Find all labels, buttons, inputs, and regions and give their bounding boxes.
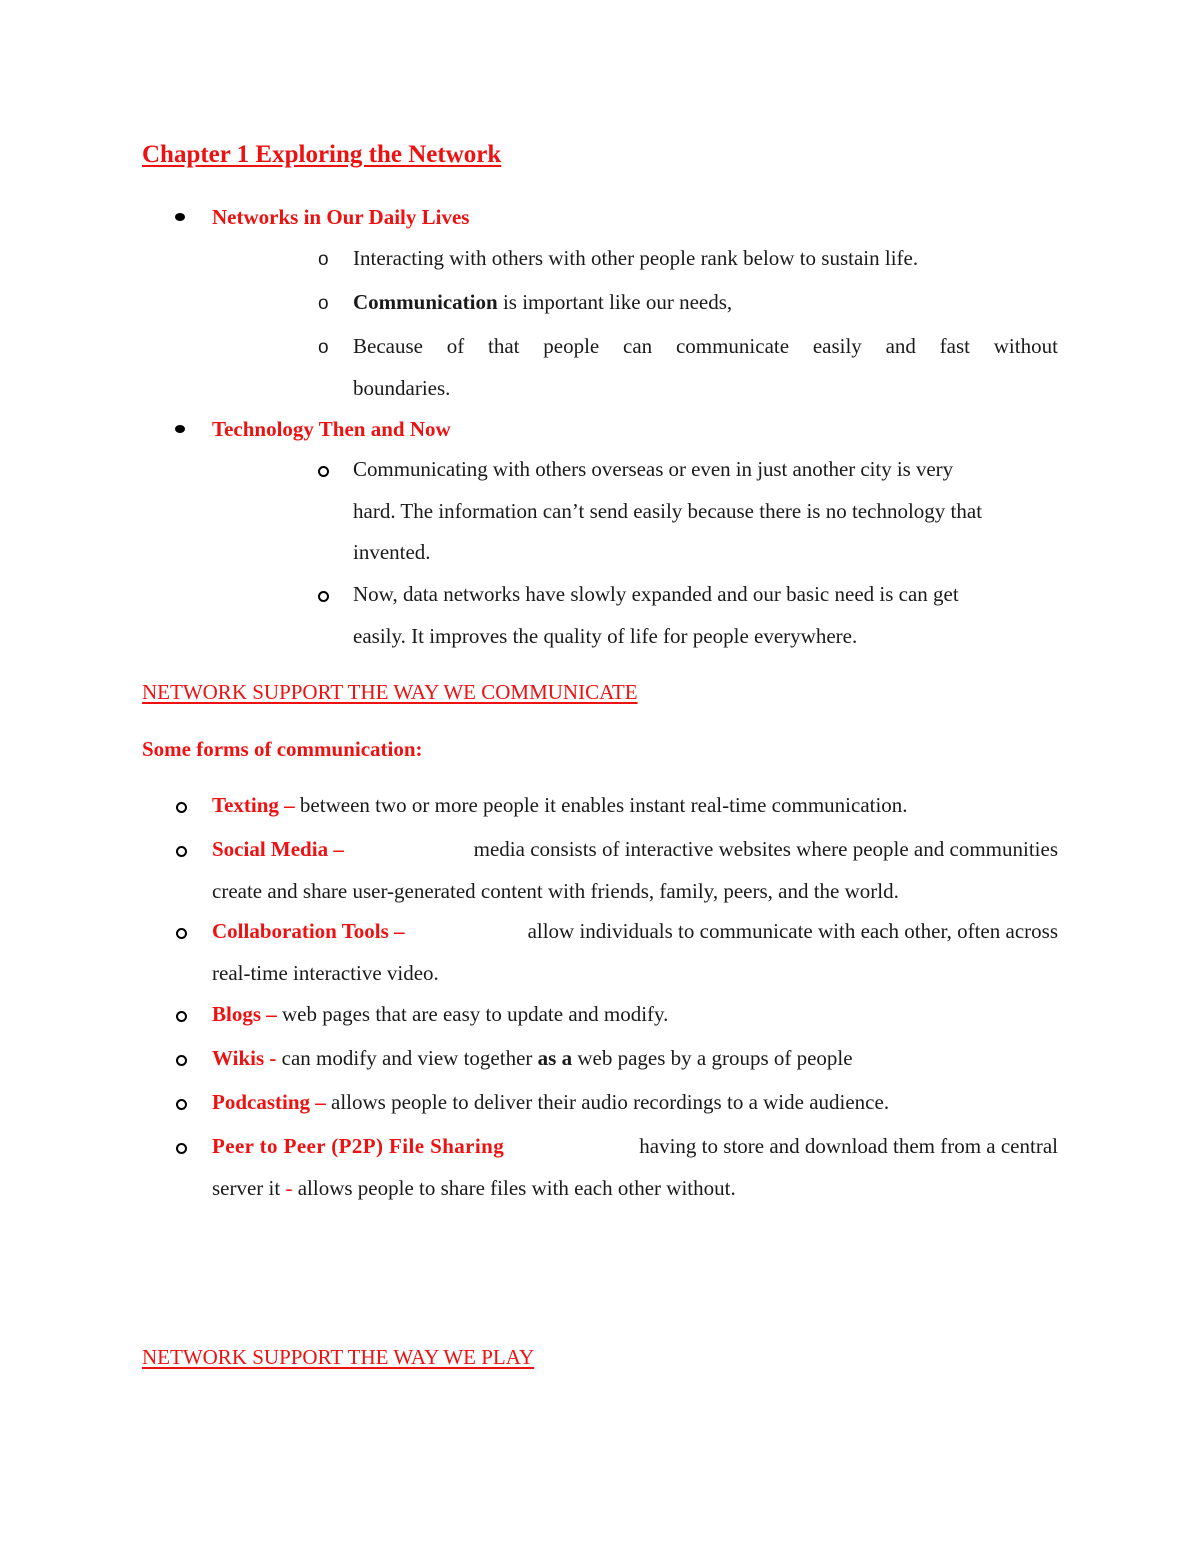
list-item: Communicating with others overseas or even in just another city is very [353,457,954,481]
word: without [993,334,1058,358]
page-title: Chapter 1 Exploring the Network [142,141,502,168]
list-item: Now, data networks have slowly expanded and our basic need is can get [353,582,959,606]
list-item: Interacting with others with other people rank below to sustain life. [353,246,919,270]
form-item-collaboration [212,919,1058,944]
item-text: is important like our needs, [497,290,733,314]
list-item-justified-line [353,334,1058,359]
form-dash: - [285,1176,293,1200]
form-term: Texting – [212,793,295,817]
form-term: Peer to Peer (P2P) File Sharing [212,1134,505,1158]
form-item-texting [212,793,908,818]
word: fast [939,334,970,358]
list-item-continuation: hard. The information can’t send easily because there is no technology that [353,499,983,523]
circle-bullet-icon: o [318,293,329,314]
ring-bullet-icon [176,1011,187,1022]
form-term: Blogs – [212,1002,277,1026]
form-item-podcasting [212,1090,889,1115]
bullet-dot-icon [175,425,185,433]
bold-term: Communication [353,290,498,314]
list-item-continuation: boundaries. [353,376,451,400]
form-term: Wikis - [212,1046,277,1070]
ring-bullet-icon [318,591,329,602]
form-desc: media consists of interactive websites where people and communities [473,837,1058,861]
list-item-continuation: easily. It improves the quality of life for people everywhere. [353,624,858,648]
form-item-p2p [212,1134,1058,1159]
form-term: Podcasting – [212,1090,326,1114]
section-heading-daily-lives: Networks in Our Daily Lives [212,205,470,229]
form-desc: allows people to share files with each other without. [292,1176,736,1200]
ring-bullet-icon [176,802,187,813]
word: easily [812,334,862,358]
list-item [353,290,732,315]
bullet-dot-icon [175,213,185,221]
form-desc: can modify and view together [276,1046,538,1070]
ring-bullet-icon [176,1055,187,1066]
word: people [543,334,600,358]
section-heading-communicate: NETWORK SUPPORT THE WAY WE COMMUNICATE [142,680,638,704]
form-item-continuation [212,1176,736,1201]
form-item-continuation: create and share user-generated content with friends, family, peers, and the world. [212,879,899,903]
form-desc-bold: as a [537,1046,573,1070]
ring-bullet-icon [176,928,187,939]
word: can [623,334,653,358]
form-desc: allow individuals to communicate with each other, often across [527,919,1058,943]
form-desc: allows people to deliver their audio recordings to a wide audience. [325,1090,890,1114]
list-item-continuation: invented. [353,540,431,564]
form-item-social-media [212,837,1058,862]
section-heading-technology: Technology Then and Now [212,417,451,441]
ring-bullet-icon [176,1099,187,1110]
word: and [885,334,916,358]
form-term: Collaboration Tools – [212,919,405,943]
forms-heading: Some forms of communication: [142,737,423,761]
word: of [446,334,465,358]
section-heading-play: NETWORK SUPPORT THE WAY WE PLAY [142,1345,535,1369]
ring-bullet-icon [176,846,187,857]
form-desc: web pages by a groups of people [572,1046,853,1070]
ring-bullet-icon [318,466,329,477]
form-desc: web pages that are easy to update and modify. [276,1002,669,1026]
form-desc: having to store and download them from a central [639,1134,1058,1158]
form-desc: server it [212,1176,286,1200]
word: communicate [675,334,790,358]
form-item-blogs [212,1002,668,1027]
ring-bullet-icon [176,1143,187,1154]
circle-bullet-icon: o [318,337,329,358]
form-term: Social Media – [212,837,344,861]
word: Because [353,334,423,358]
form-item-wikis [212,1046,853,1071]
word: that [488,334,520,358]
form-desc: between two or more people it enables instant real-time communication. [294,793,908,817]
form-item-continuation: real-time interactive video. [212,961,439,985]
circle-bullet-icon: o [318,249,329,270]
